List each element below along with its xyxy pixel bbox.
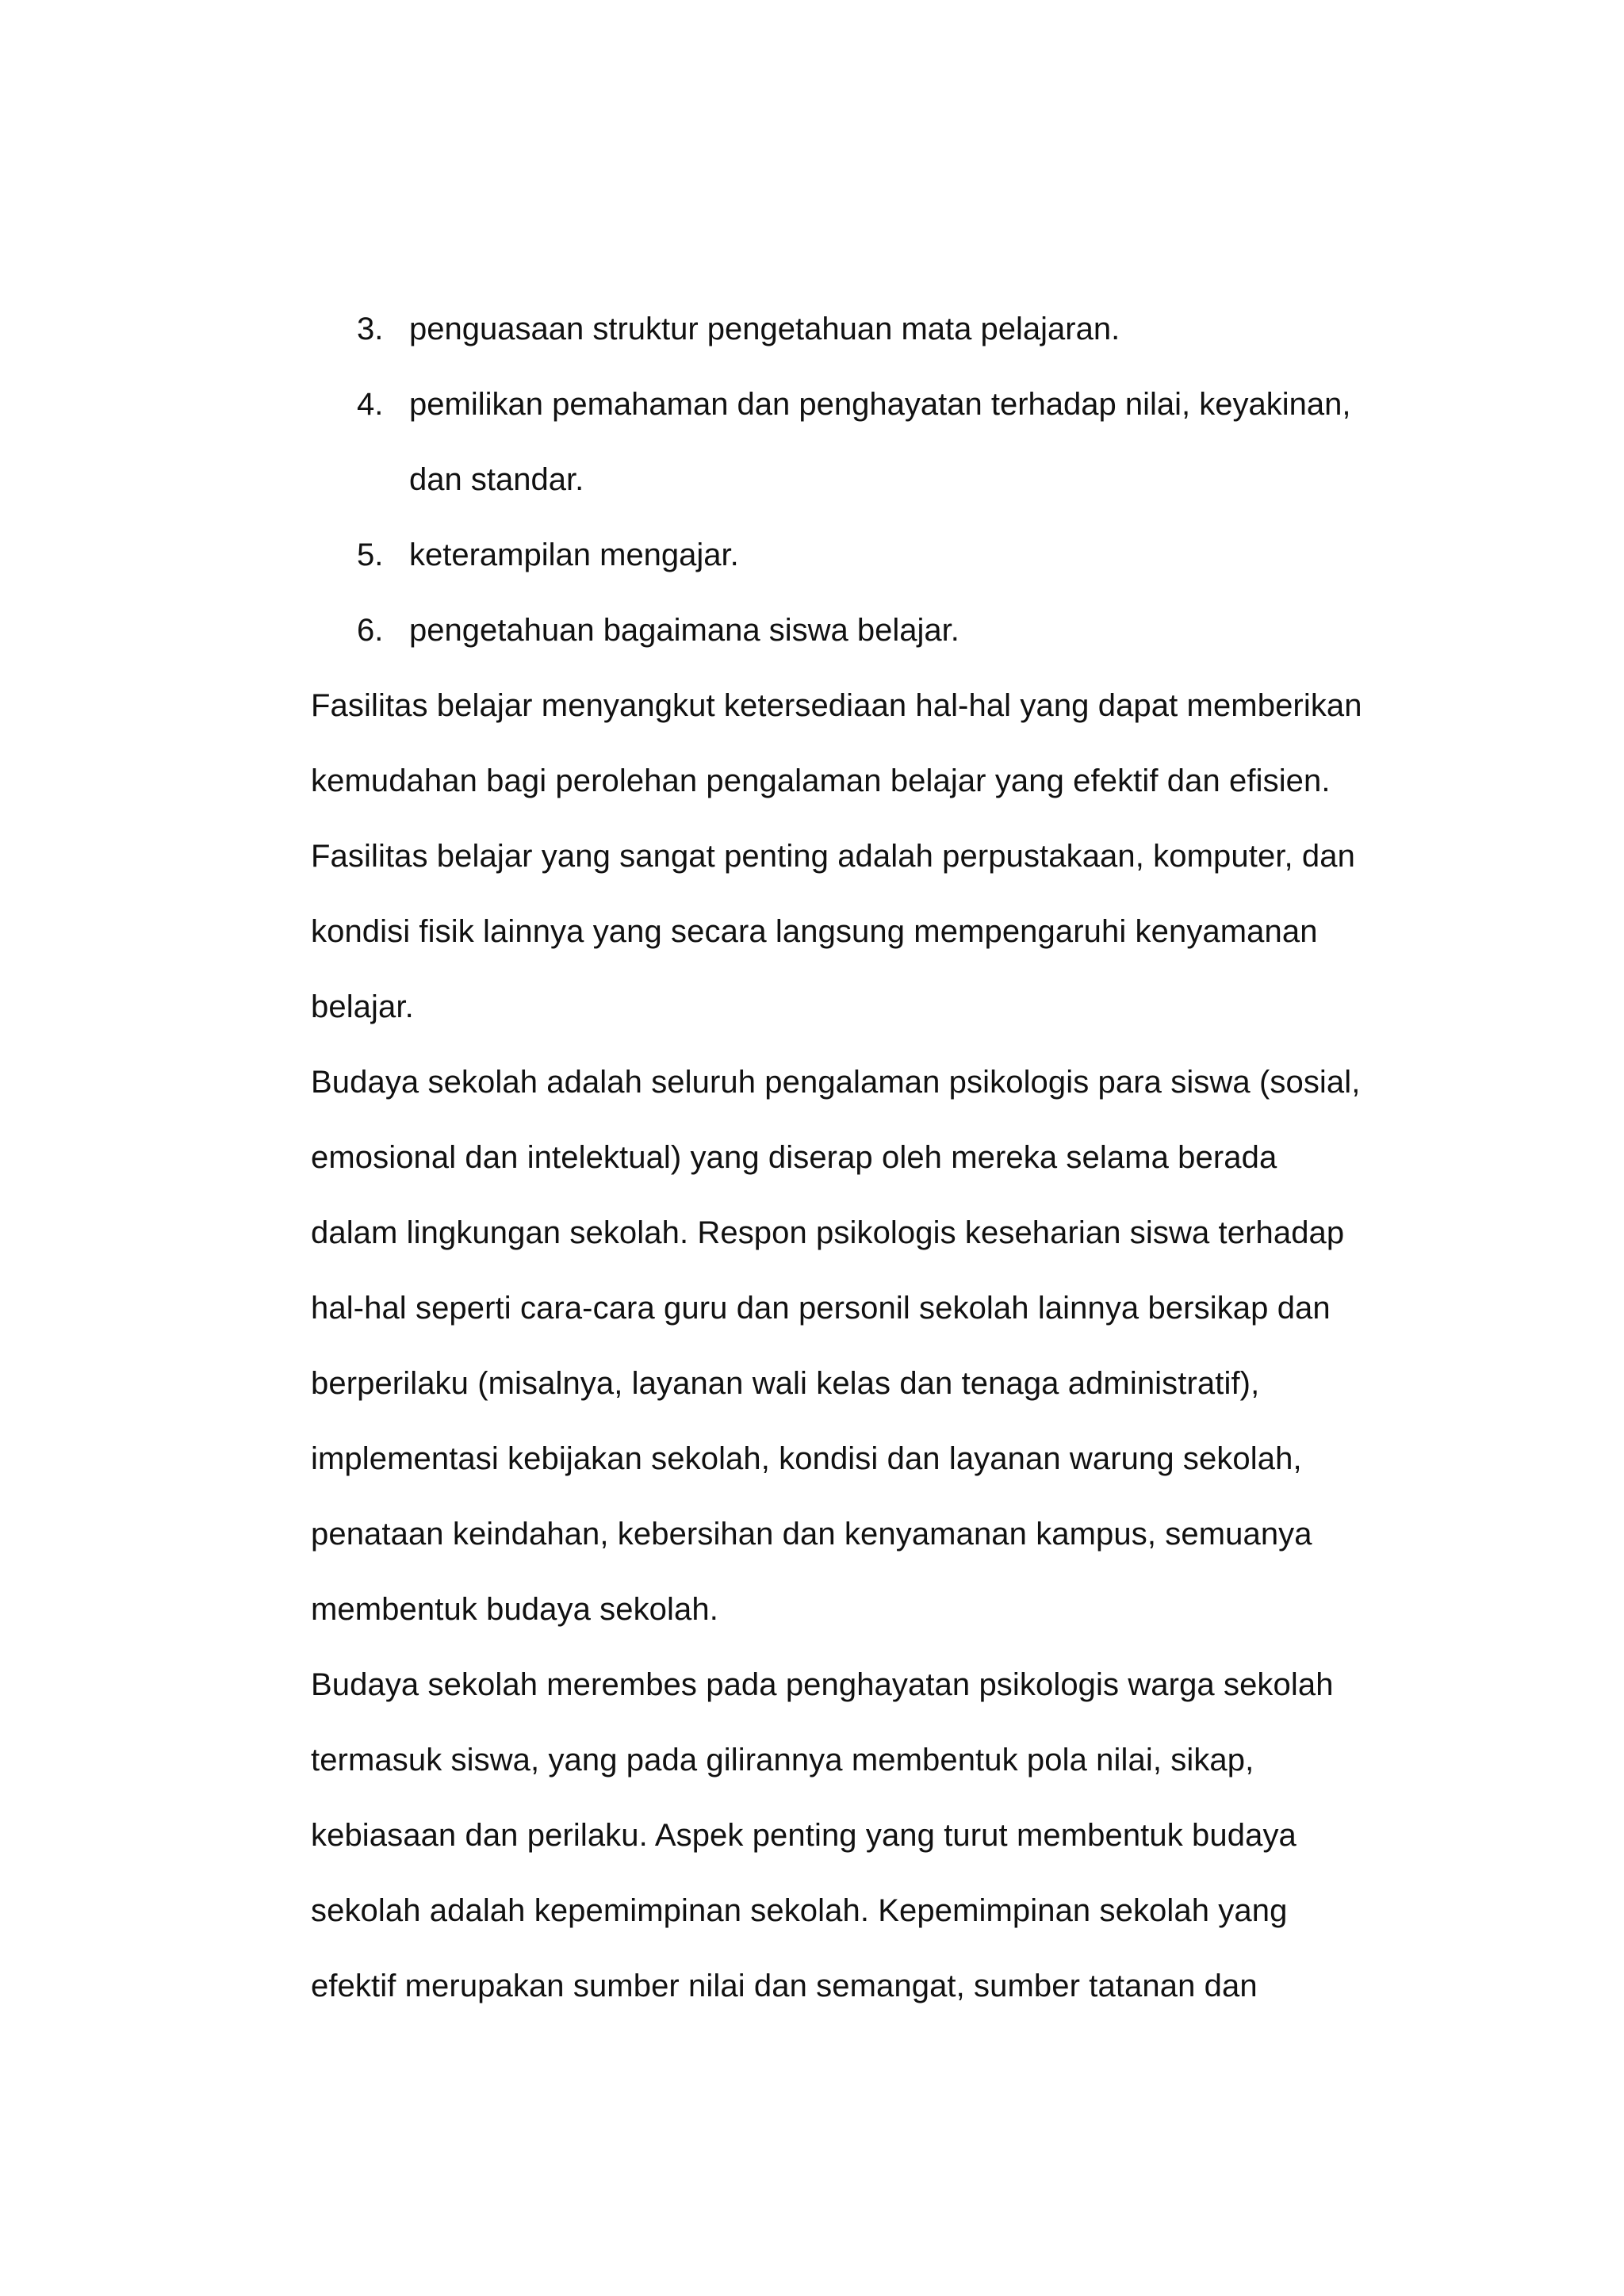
paragraph-1-line-5: belajar. bbox=[311, 989, 414, 1024]
paragraph-2-line-6: implementasi kebijakan sekolah, kondisi dan layanan warung sekolah, bbox=[311, 1441, 1302, 1476]
paragraph-2-line-3: dalam lingkungan sekolah. Respon psikologis keseharian siswa terhadap bbox=[311, 1215, 1345, 1250]
list-text: pengetahuan bagaimana siswa belajar. bbox=[409, 613, 959, 648]
list-number: 6. bbox=[357, 613, 384, 648]
paragraph-3-line-1: Budaya sekolah merembes pada penghayatan psikologis warga sekolah bbox=[311, 1667, 1334, 1702]
paragraph-2-line-5: berperilaku (misalnya, layanan wali kelas dan tenaga administratif), bbox=[311, 1366, 1260, 1401]
paragraph-3-line-3: kebiasaan dan perilaku. Aspek penting yang turut membentuk budaya bbox=[311, 1818, 1297, 1853]
list-text: keterampilan mengajar. bbox=[409, 538, 739, 572]
paragraph-2-line-2: emosional dan intelektual) yang diserap oleh mereka selama berada bbox=[311, 1140, 1277, 1175]
paragraph-3-line-2: termasuk siswa, yang pada gilirannya membentuk pola nilai, sikap, bbox=[311, 1743, 1254, 1777]
list-number: 3. bbox=[357, 312, 384, 346]
list-text: pemilikan pemahaman dan penghayatan terhadap nilai, keyakinan, bbox=[409, 387, 1351, 422]
paragraph-2-line-4: hal-hal seperti cara-cara guru dan personil sekolah lainnya bersikap dan bbox=[311, 1291, 1331, 1326]
paragraph-1-line-1: Fasilitas belajar menyangkut ketersediaan hal-hal yang dapat memberikan bbox=[311, 688, 1362, 723]
paragraph-2-line-1: Budaya sekolah adalah seluruh pengalaman psikologis para siswa (sosial, bbox=[311, 1065, 1361, 1100]
paragraph-1-line-2: kemudahan bagi perolehan pengalaman belajar yang efektif dan efisien. bbox=[311, 763, 1331, 798]
list-item-3 bbox=[357, 310, 1120, 348]
list-item-6 bbox=[357, 611, 959, 649]
list-item-4 bbox=[357, 385, 1350, 423]
paragraph-1-line-4: kondisi fisik lainnya yang secara langsung mempengaruhi kenyamanan bbox=[311, 914, 1318, 949]
list-number: 5. bbox=[357, 538, 384, 572]
paragraph-3-line-4: sekolah adalah kepemimpinan sekolah. Kepemimpinan sekolah yang bbox=[311, 1893, 1288, 1928]
paragraph-1-line-3: Fasilitas belajar yang sangat penting adalah perpustakaan, komputer, dan bbox=[311, 839, 1355, 874]
list-text: penguasaan struktur pengetahuan mata pelajaran. bbox=[409, 312, 1120, 346]
list-item-4-continuation: dan standar. bbox=[409, 462, 584, 497]
paragraph-2-line-7: penataan keindahan, kebersihan dan kenyamanan kampus, semuanya bbox=[311, 1517, 1312, 1552]
list-item-5 bbox=[357, 536, 739, 574]
paragraph-3-line-5: efektif merupakan sumber nilai dan semangat, sumber tatanan dan bbox=[311, 1969, 1258, 2003]
paragraph-2-line-8: membentuk budaya sekolah. bbox=[311, 1592, 718, 1627]
list-number: 4. bbox=[357, 387, 384, 422]
